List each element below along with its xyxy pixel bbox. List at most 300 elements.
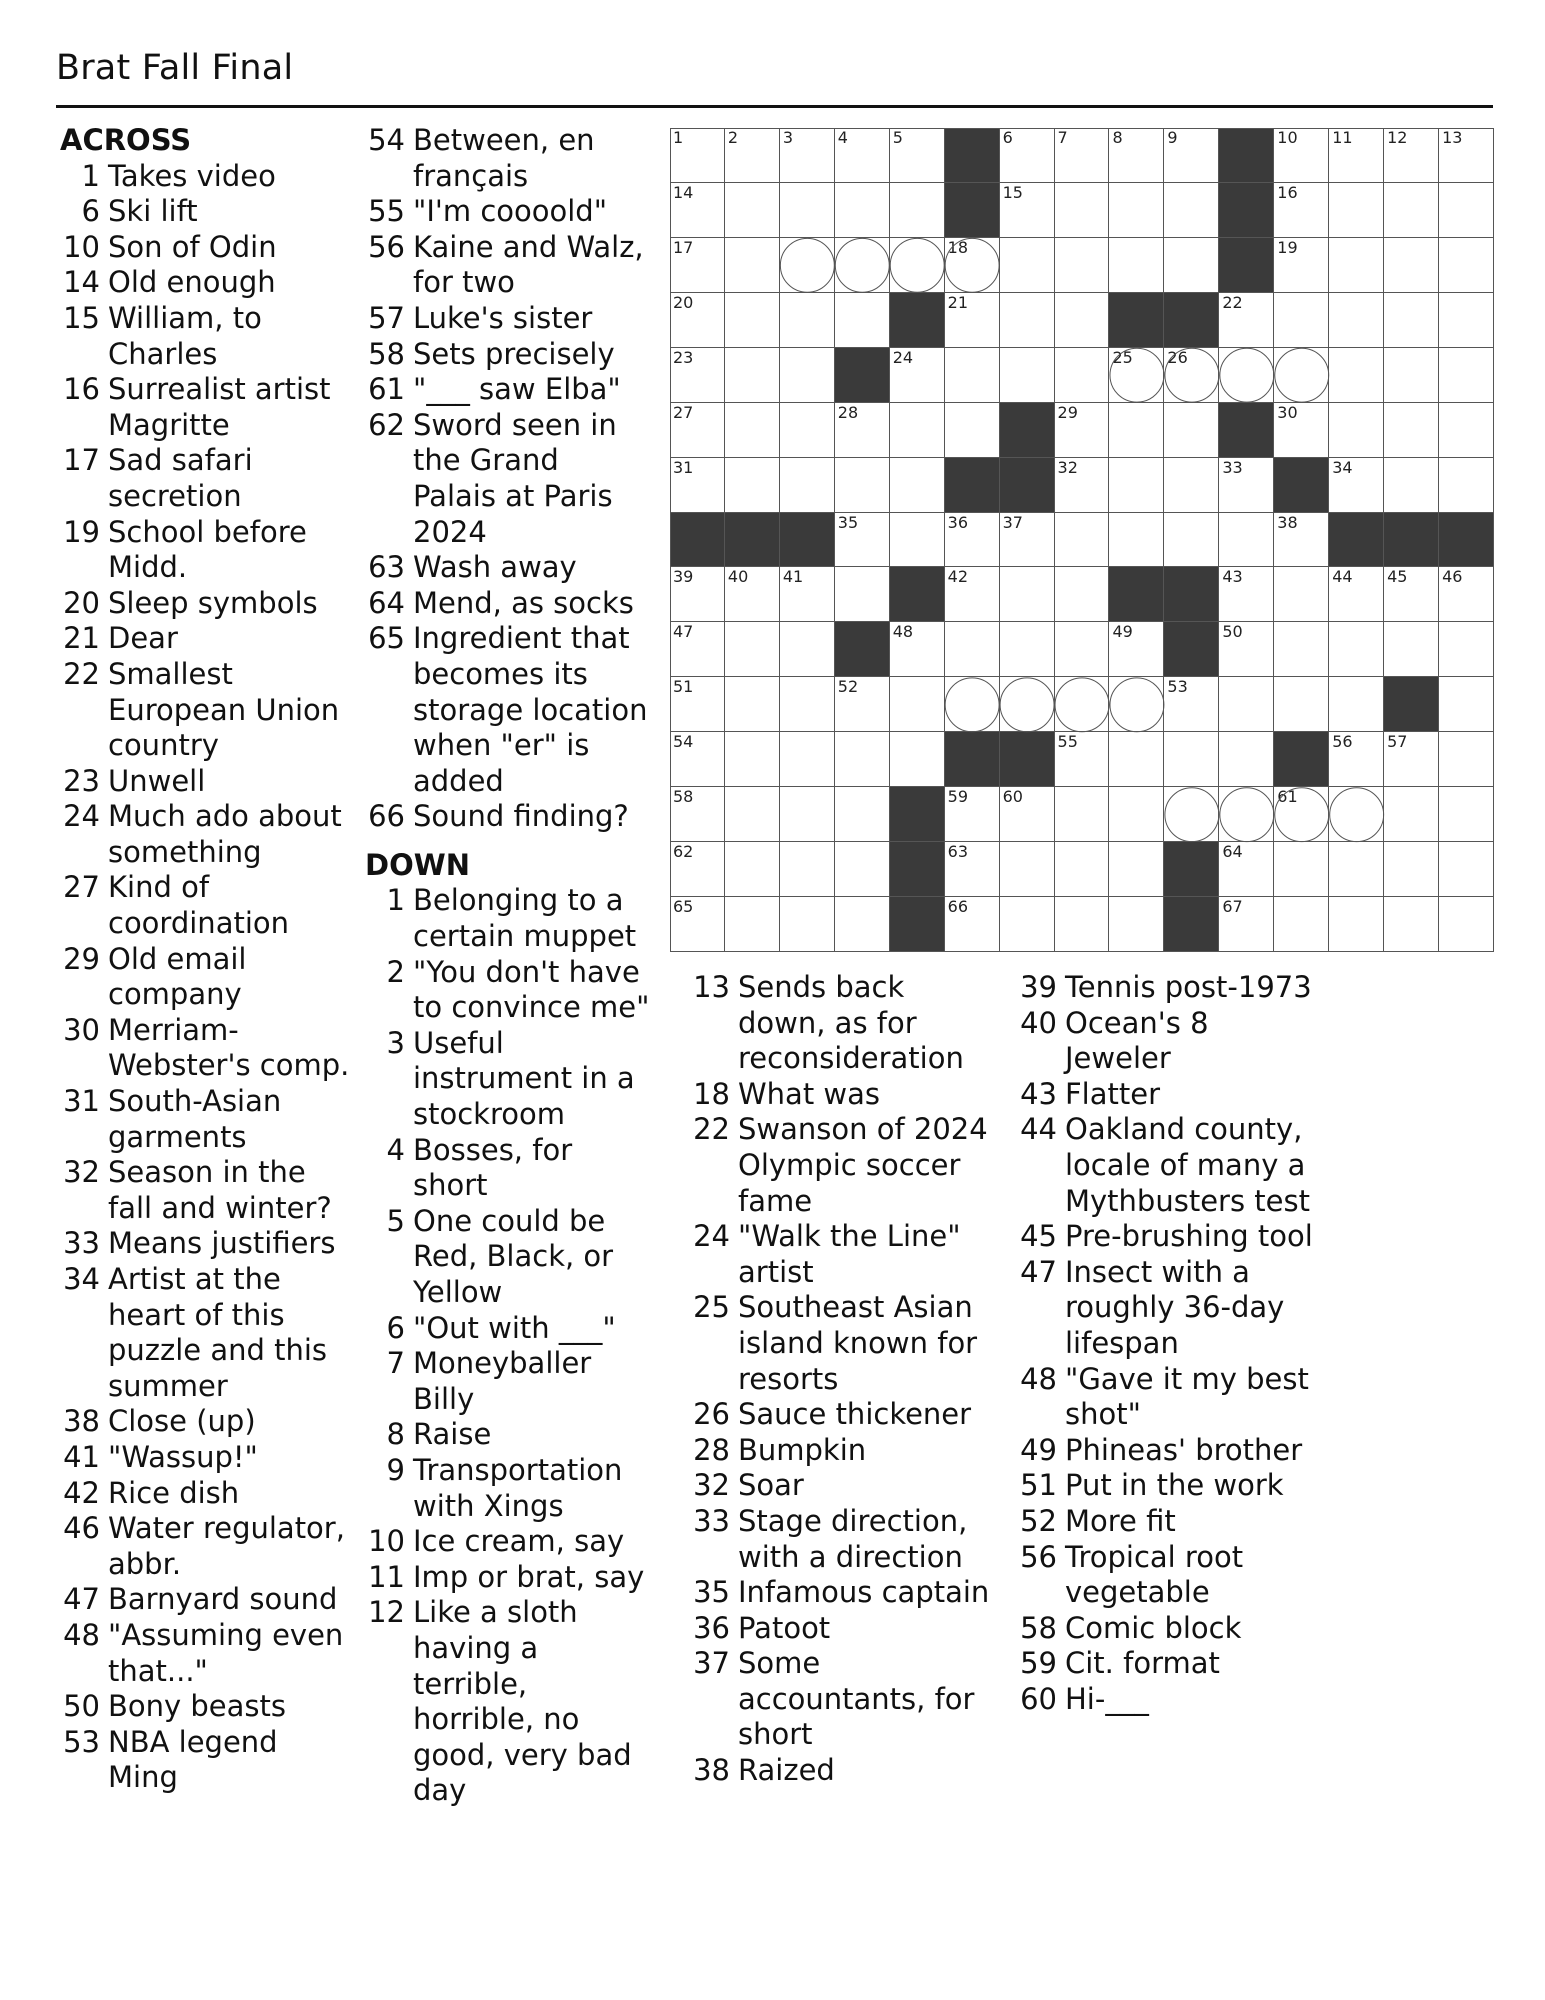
grid-cell[interactable] [1055, 622, 1110, 677]
clue-number: 22 [693, 1112, 730, 1147]
grid-cell[interactable] [1109, 238, 1164, 293]
grid-cell[interactable] [725, 677, 780, 732]
grid-cell[interactable] [1219, 348, 1274, 403]
grid-cell[interactable] [890, 622, 945, 677]
clue-number: 47 [1020, 1254, 1057, 1289]
grid-cell[interactable] [1274, 622, 1329, 677]
grid-cell[interactable] [1055, 403, 1110, 458]
grid-cell[interactable] [670, 293, 725, 348]
grid-cell[interactable] [780, 732, 835, 787]
clue-number: 10 [368, 1524, 405, 1559]
grid-cell[interactable] [1219, 513, 1274, 568]
grid-cell[interactable] [835, 677, 890, 732]
grid-cell[interactable] [725, 842, 780, 897]
grid-cell[interactable] [1109, 128, 1164, 183]
grid-cell[interactable] [725, 787, 780, 842]
grid-block [945, 183, 1000, 238]
grid-cell[interactable] [725, 403, 780, 458]
cell-number: 62 [673, 842, 694, 862]
grid-block [1274, 458, 1329, 513]
cell-number: 35 [837, 512, 859, 532]
clue-text: Like a sloth having a terrible, horrible, no good, very bad day [413, 1595, 632, 1808]
grid-cell[interactable] [725, 732, 780, 787]
grid-cell[interactable] [890, 677, 945, 732]
grid-cell[interactable] [1000, 677, 1055, 732]
grid-cell[interactable] [1055, 128, 1110, 183]
grid-cell[interactable] [1274, 238, 1329, 293]
grid-cell[interactable] [1109, 348, 1164, 403]
grid-cell[interactable] [780, 348, 835, 403]
grid-cell[interactable] [945, 897, 1000, 952]
grid-cell[interactable] [1439, 183, 1494, 238]
grid-cell[interactable] [1055, 787, 1110, 842]
cell-number: 51 [673, 677, 694, 697]
grid-cell[interactable] [1329, 677, 1384, 732]
clue-number: 62 [368, 407, 405, 442]
across-clue [60, 942, 350, 1013]
grid-cell[interactable] [1439, 677, 1494, 732]
cell-number: 25 [1112, 347, 1133, 367]
down-clue [1017, 970, 1317, 1006]
grid-cell[interactable] [1439, 787, 1494, 842]
clue-text: Sends back down, as for reconsideration [738, 970, 964, 1076]
grid-cell[interactable] [1219, 842, 1274, 897]
clue-text: Cit. format [1065, 1646, 1220, 1681]
grid-cell[interactable] [725, 128, 780, 183]
grid-cell[interactable] [780, 403, 835, 458]
down-clue [1017, 1362, 1317, 1433]
grid-cell[interactable] [945, 293, 1000, 348]
down-clue [1017, 1540, 1317, 1611]
grid-cell[interactable] [1439, 238, 1494, 293]
down-clue [1017, 1112, 1317, 1219]
grid-block [945, 732, 1000, 787]
grid-cell[interactable] [1439, 458, 1494, 513]
grid-cell[interactable] [725, 458, 780, 513]
grid-cell[interactable] [1164, 348, 1219, 403]
across-clue-list [60, 159, 350, 1796]
clue-number: 59 [1020, 1646, 1057, 1681]
grid-cell[interactable] [945, 842, 1000, 897]
grid-cell[interactable] [725, 348, 780, 403]
clue-text: Mend, as socks [413, 585, 634, 620]
clue-number: 1 [386, 883, 405, 918]
grid-cell[interactable] [1329, 293, 1384, 348]
grid-block [1164, 622, 1219, 677]
clue-text: Belonging to a certain muppet [413, 883, 637, 954]
grid-cell[interactable] [890, 732, 945, 787]
clue-text: Raise [413, 1417, 492, 1452]
grid-cell[interactable] [835, 293, 890, 348]
cell-number: 18 [947, 237, 969, 257]
grid-cell[interactable] [890, 458, 945, 513]
clue-text: Surrealist artist Magritte [108, 372, 331, 442]
clue-text: "You don't have to convince me" [413, 954, 650, 1025]
grid-cell[interactable] [1274, 787, 1329, 842]
grid-cell[interactable] [1384, 732, 1439, 787]
grid-cell[interactable] [835, 732, 890, 787]
grid-cell[interactable] [1219, 732, 1274, 787]
clue-number: 40 [1020, 1005, 1057, 1040]
grid-cell[interactable] [1439, 897, 1494, 952]
grid-cell[interactable] [1274, 567, 1329, 622]
down-clue [690, 1468, 990, 1504]
grid-cell[interactable] [1055, 897, 1110, 952]
down-clue [690, 1504, 990, 1575]
grid-cell[interactable] [835, 183, 890, 238]
grid-cell[interactable] [1384, 403, 1439, 458]
grid-cell[interactable] [1000, 238, 1055, 293]
clue-number: 6 [386, 1310, 405, 1345]
grid-cell[interactable] [1384, 238, 1439, 293]
grid-cell[interactable] [835, 842, 890, 897]
grid-cell[interactable] [1384, 787, 1439, 842]
grid-cell[interactable] [1274, 183, 1329, 238]
cell-number: 30 [1277, 402, 1298, 422]
grid-cell[interactable] [1439, 403, 1494, 458]
clue-number: 29 [63, 941, 100, 976]
grid-cell[interactable] [1000, 842, 1055, 897]
grid-cell[interactable] [945, 403, 1000, 458]
grid-cell[interactable] [1055, 238, 1110, 293]
grid-cell[interactable] [890, 183, 945, 238]
grid-cell[interactable] [835, 458, 890, 513]
clue-number: 9 [386, 1452, 405, 1487]
grid-cell[interactable] [1055, 293, 1110, 348]
grid-cell[interactable] [945, 238, 1000, 293]
grid-cell[interactable] [670, 567, 725, 622]
cell-number: 17 [673, 237, 694, 257]
cell-number: 45 [1387, 567, 1408, 587]
down-clue [690, 1397, 990, 1433]
grid-cell[interactable] [835, 567, 890, 622]
clue-number: 54 [368, 123, 405, 157]
grid-cell[interactable] [670, 458, 725, 513]
clue-text: Transportation with Xings [413, 1452, 623, 1523]
grid-cell[interactable] [1384, 293, 1439, 348]
grid-cell[interactable] [1164, 677, 1219, 732]
cell-number: 47 [673, 622, 694, 642]
grid-cell[interactable] [780, 183, 835, 238]
cell-number: 34 [1332, 457, 1353, 477]
clue-text: "___ saw Elba" [413, 372, 621, 407]
grid-cell[interactable] [835, 897, 890, 952]
grid-cell[interactable] [1329, 458, 1384, 513]
cell-number: 56 [1332, 732, 1353, 752]
grid-cell[interactable] [1274, 128, 1329, 183]
grid-cell[interactable] [780, 128, 835, 183]
grid-cell[interactable] [1109, 458, 1164, 513]
across-clue [60, 372, 350, 443]
clue-text: Phineas' brother [1065, 1432, 1303, 1467]
grid-cell[interactable] [1109, 677, 1164, 732]
grid-cell[interactable] [1274, 348, 1329, 403]
grid-cell[interactable] [1384, 348, 1439, 403]
grid-cell[interactable] [1219, 458, 1274, 513]
grid-block [1384, 677, 1439, 732]
clue-number: 33 [693, 1503, 730, 1538]
grid-cell[interactable] [1164, 128, 1219, 183]
grid-cell[interactable] [1384, 567, 1439, 622]
grid-cell[interactable] [1055, 183, 1110, 238]
grid-cell[interactable] [835, 128, 890, 183]
grid-cell[interactable] [1109, 897, 1164, 952]
grid-cell[interactable] [1109, 622, 1164, 677]
clue-text: Sets precisely [413, 336, 615, 371]
grid-cell[interactable] [670, 677, 725, 732]
grid-cell[interactable] [1329, 183, 1384, 238]
clue-text: Some accountants, for short [738, 1646, 975, 1752]
clue-text: Stage direction, with a direction [738, 1503, 968, 1574]
grid-cell[interactable] [1329, 842, 1384, 897]
clue-number: 4 [386, 1132, 405, 1167]
grid-cell[interactable] [835, 403, 890, 458]
grid-cell[interactable] [1164, 238, 1219, 293]
cell-number: 9 [1167, 128, 1178, 147]
grid-cell[interactable] [1055, 513, 1110, 568]
grid-cell[interactable] [1055, 677, 1110, 732]
grid-cell[interactable] [1329, 567, 1384, 622]
grid-cell[interactable] [1000, 567, 1055, 622]
grid-cell[interactable] [780, 842, 835, 897]
grid-cell[interactable] [1384, 458, 1439, 513]
clue-number: 15 [63, 300, 100, 335]
grid-cell[interactable] [780, 622, 835, 677]
grid-cell[interactable] [1439, 622, 1494, 677]
grid-block [890, 842, 945, 897]
grid-cell[interactable] [1000, 183, 1055, 238]
grid-cell[interactable] [780, 293, 835, 348]
across-clue [365, 621, 650, 799]
down-clue [365, 1026, 650, 1133]
grid-cell[interactable] [780, 677, 835, 732]
grid-cell[interactable] [1274, 677, 1329, 732]
grid-cell[interactable] [1000, 348, 1055, 403]
grid-cell[interactable] [1055, 458, 1110, 513]
grid-cell[interactable] [1000, 787, 1055, 842]
grid-cell[interactable] [1164, 787, 1219, 842]
clue-number: 64 [368, 585, 405, 620]
grid-block [1164, 842, 1219, 897]
grid-cell[interactable] [890, 348, 945, 403]
grid-cell[interactable] [1439, 348, 1494, 403]
grid-cell[interactable] [725, 622, 780, 677]
grid-cell[interactable] [1219, 293, 1274, 348]
clue-number: 39 [1020, 970, 1057, 1004]
clue-text: Tropical root vegetable [1065, 1539, 1244, 1610]
grid-cell[interactable] [945, 622, 1000, 677]
clue-number: 34 [63, 1262, 100, 1296]
grid-cell[interactable] [1274, 513, 1329, 568]
grid-cell[interactable] [890, 128, 945, 183]
grid-cell[interactable] [1109, 732, 1164, 787]
clue-text: Means justifiers [108, 1226, 336, 1261]
grid-cell[interactable] [1000, 622, 1055, 677]
down-clue-list [690, 970, 990, 1789]
grid-cell[interactable] [1109, 842, 1164, 897]
grid-cell[interactable] [780, 567, 835, 622]
clue-text: William, to Charles [108, 300, 262, 371]
clue-text: Put in the work [1065, 1468, 1284, 1503]
grid-cell[interactable] [1329, 348, 1384, 403]
grid-block [1329, 513, 1384, 568]
grid-cell[interactable] [670, 732, 725, 787]
grid-cell[interactable] [1164, 403, 1219, 458]
grid-cell[interactable] [1274, 293, 1329, 348]
grid-cell[interactable] [890, 403, 945, 458]
grid-cell[interactable] [780, 897, 835, 952]
grid-cell[interactable] [1329, 787, 1384, 842]
grid-cell[interactable] [945, 677, 1000, 732]
clue-number: 5 [386, 1203, 405, 1238]
down-clue [690, 1077, 990, 1113]
grid-block [835, 348, 890, 403]
grid-cell[interactable] [725, 183, 780, 238]
grid-cell[interactable] [780, 238, 835, 293]
cell-number: 52 [837, 677, 859, 697]
grid-cell[interactable] [890, 238, 945, 293]
clue-number: 48 [1020, 1361, 1057, 1396]
grid-cell[interactable] [1000, 897, 1055, 952]
grid-cell[interactable] [945, 567, 1000, 622]
down-clue [1017, 1682, 1317, 1718]
grid-cell[interactable] [670, 183, 725, 238]
grid-cell[interactable] [1329, 403, 1384, 458]
down-clue [1017, 1646, 1317, 1682]
clue-text: Infamous captain [738, 1575, 990, 1610]
grid-cell[interactable] [670, 842, 725, 897]
grid-cell[interactable] [780, 458, 835, 513]
grid-cell[interactable] [1000, 128, 1055, 183]
clue-text: Luke's sister [413, 300, 593, 335]
grid-cell[interactable] [1219, 787, 1274, 842]
clue-number: 35 [693, 1575, 730, 1610]
grid-cell[interactable] [1219, 622, 1274, 677]
cell-number: 16 [1277, 182, 1298, 202]
grid-cell[interactable] [725, 293, 780, 348]
cell-number: 10 [1277, 128, 1298, 147]
clue-number: 48 [63, 1617, 100, 1652]
across-clue [60, 194, 350, 230]
grid-cell[interactable] [780, 787, 835, 842]
clue-number: 28 [693, 1432, 730, 1467]
grid-cell[interactable] [1439, 567, 1494, 622]
grid-cell[interactable] [1055, 348, 1110, 403]
grid-cell[interactable] [1109, 403, 1164, 458]
grid-cell[interactable] [1274, 842, 1329, 897]
grid-cell[interactable] [725, 238, 780, 293]
across-clue [60, 586, 350, 622]
grid-cell[interactable] [670, 128, 725, 183]
grid-cell[interactable] [1055, 842, 1110, 897]
grid-cell[interactable] [1329, 238, 1384, 293]
cell-number: 14 [673, 182, 694, 202]
clue-text: Ingredient that becomes its storage location when "er" is added [413, 621, 648, 798]
grid-cell[interactable] [1164, 513, 1219, 568]
grid-cell[interactable] [1055, 567, 1110, 622]
grid-cell[interactable] [670, 787, 725, 842]
clue-number: 44 [1020, 1112, 1057, 1147]
grid-cell[interactable] [670, 897, 725, 952]
cell-number: 41 [782, 567, 804, 587]
grid-cell[interactable] [1439, 842, 1494, 897]
crossword-grid [670, 128, 1494, 952]
grid-cell[interactable] [835, 238, 890, 293]
across-clue [60, 1155, 350, 1226]
grid-cell[interactable] [1329, 622, 1384, 677]
grid-cell[interactable] [1439, 293, 1494, 348]
grid-cell[interactable] [1384, 842, 1439, 897]
grid-cell[interactable] [1164, 458, 1219, 513]
clue-number: 24 [693, 1219, 730, 1254]
across-heading: ACROSS [60, 123, 192, 157]
across-clue [60, 1582, 350, 1618]
grid-cell[interactable] [1109, 513, 1164, 568]
grid-cell[interactable] [725, 897, 780, 952]
grid-cell[interactable] [1329, 897, 1384, 952]
grid-cell[interactable] [1109, 787, 1164, 842]
down-clue-list [1017, 970, 1317, 1717]
across-clue [60, 1618, 350, 1689]
grid-cell[interactable] [670, 348, 725, 403]
grid-cell[interactable] [1000, 513, 1055, 568]
clue-text: Sauce thickener [738, 1397, 972, 1432]
grid-cell[interactable] [1164, 183, 1219, 238]
across-clue [365, 586, 650, 622]
grid-cell[interactable] [890, 513, 945, 568]
grid-cell[interactable] [1384, 897, 1439, 952]
grid-cell[interactable] [1439, 128, 1494, 183]
down-clue [1017, 1006, 1317, 1077]
grid-cell[interactable] [1329, 128, 1384, 183]
grid-cell[interactable] [1164, 732, 1219, 787]
grid-cell[interactable] [1109, 183, 1164, 238]
grid-cell[interactable] [835, 787, 890, 842]
grid-cell[interactable] [945, 348, 1000, 403]
clue-number: 65 [368, 621, 405, 656]
grid-cell[interactable] [1219, 897, 1274, 952]
grid-cell[interactable] [670, 238, 725, 293]
grid-cell[interactable] [670, 403, 725, 458]
across-clue [60, 159, 350, 195]
down-clue [365, 1453, 650, 1524]
grid-cell[interactable] [1055, 732, 1110, 787]
clue-text: Moneyballer Billy [413, 1346, 592, 1416]
grid-cell[interactable] [1274, 403, 1329, 458]
grid-cell[interactable] [1329, 732, 1384, 787]
grid-cell[interactable] [1219, 567, 1274, 622]
grid-cell[interactable] [1384, 622, 1439, 677]
grid-cell[interactable] [945, 513, 1000, 568]
grid-cell[interactable] [1000, 293, 1055, 348]
across-clue [60, 1511, 350, 1582]
cell-number: 38 [1277, 512, 1298, 532]
grid-cell[interactable] [1439, 732, 1494, 787]
grid-cell[interactable] [1384, 183, 1439, 238]
grid-cell[interactable] [1274, 897, 1329, 952]
grid-cell[interactable] [945, 787, 1000, 842]
grid-cell[interactable] [670, 622, 725, 677]
clue-text: Swanson of 2024 Olympic soccer fame [738, 1112, 988, 1218]
down-clue [365, 1524, 650, 1560]
grid-cell[interactable] [725, 567, 780, 622]
grid-cell[interactable] [835, 513, 890, 568]
grid-cell[interactable] [1219, 677, 1274, 732]
grid-cell[interactable] [1384, 128, 1439, 183]
clue-number: 31 [63, 1084, 100, 1119]
clue-number: 36 [693, 1610, 730, 1645]
across-clue [365, 301, 650, 337]
